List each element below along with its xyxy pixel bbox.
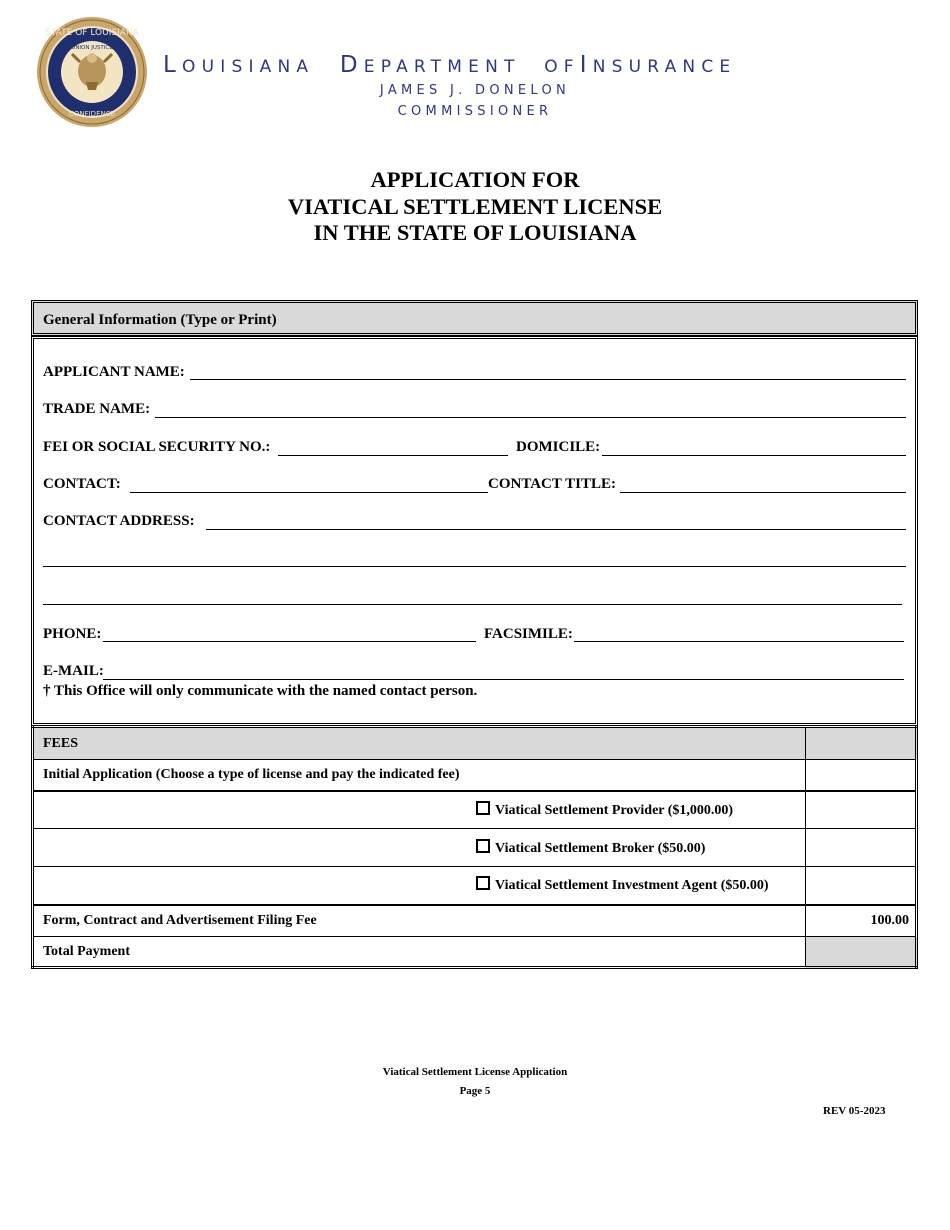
contact-address-line-2[interactable]	[43, 566, 906, 567]
applicant-name-field[interactable]	[190, 379, 906, 380]
facsimile-field[interactable]	[574, 641, 904, 642]
filing-fee-amount: 100.00	[806, 905, 917, 937]
title-line-2: VIATICAL SETTLEMENT LICENSE	[287, 193, 663, 219]
general-info-header: General Information (Type or Print)	[31, 300, 918, 336]
total-payment-amount	[806, 937, 917, 968]
option-broker-label: Viatical Settlement Broker ($50.00)	[495, 840, 706, 856]
contact-address-line-3[interactable]	[43, 604, 902, 605]
checkbox-investment-agent[interactable]	[476, 876, 490, 890]
dept-word-ouisiana: OUISIANA	[182, 57, 315, 77]
license-option-investment-agent[interactable]	[33, 867, 806, 905]
title-line-3: IN THE STATE OF LOUISIANA	[313, 220, 637, 245]
contact-title-label: CONTACT TITLE:	[488, 476, 616, 492]
phone-field[interactable]	[103, 641, 476, 642]
contact-label: CONTACT:	[43, 476, 121, 492]
license-option-row	[33, 791, 917, 829]
commissioner-name: JAMES J. DONELON	[379, 83, 571, 98]
applicant-name-label: APPLICANT NAME:	[43, 364, 185, 380]
domicile-label: DOMICILE:	[516, 439, 601, 455]
provider-amount[interactable]	[806, 791, 917, 829]
checkbox-provider[interactable]	[476, 801, 490, 815]
contact-title-field[interactable]	[620, 492, 906, 493]
fees-header-amount	[806, 727, 917, 760]
dept-word-epartment: EPARTMENT	[363, 57, 521, 77]
footer-doc-name: Viatical Settlement License Application	[382, 1066, 568, 1078]
dept-word-of: OF	[544, 57, 580, 77]
filing-fee-row	[33, 905, 917, 937]
trade-name-label: TRADE NAME:	[43, 401, 151, 417]
fees-table	[31, 725, 918, 969]
license-option-row	[33, 829, 917, 867]
contact-field[interactable]	[130, 492, 488, 493]
department-name	[163, 52, 803, 78]
seal-ring-text: STATE OF LOUISIANA	[45, 28, 139, 38]
commissioner-block	[280, 80, 670, 122]
fees-header-row	[33, 727, 917, 760]
louisiana-state-seal-icon	[36, 16, 148, 128]
footer-revision: REV 05-2023	[823, 1105, 886, 1117]
option-provider-label: Viatical Settlement Provider ($1,000.00)	[495, 802, 734, 818]
title-line-1: APPLICATION FOR	[370, 167, 580, 192]
total-payment-row	[33, 937, 917, 968]
domicile-field[interactable]	[602, 455, 906, 456]
trade-name-field[interactable]	[155, 417, 906, 418]
general-info-section	[31, 336, 918, 726]
fei-ssn-field[interactable]	[278, 455, 508, 456]
license-option-broker[interactable]	[33, 829, 806, 867]
contact-address-label: CONTACT ADDRESS:	[43, 513, 195, 529]
phone-label: PHONE:	[43, 626, 102, 642]
fei-ssn-label: FEI OR SOCIAL SECURITY NO.:	[43, 439, 271, 455]
initial-application-label: Initial Application (Choose a type of license and pay the indicated fee)	[33, 760, 806, 791]
fees-header: FEES	[33, 727, 806, 760]
commissioner-title: COMMISSIONER	[397, 104, 553, 119]
dept-initial-i: I	[579, 52, 593, 78]
initial-application-row	[33, 760, 917, 791]
license-option-row	[33, 867, 917, 905]
contact-address-field[interactable]	[206, 529, 906, 530]
email-field[interactable]	[103, 679, 904, 680]
seal-banner-text: UNION JUSTICE	[71, 45, 113, 51]
broker-amount[interactable]	[806, 829, 917, 867]
facsimile-label: FACSIMILE:	[484, 626, 573, 642]
total-payment-label: Total Payment	[33, 937, 806, 968]
contact-note: † This Office will only communicate with the named contact person.	[43, 683, 478, 699]
seal-bottom-text: CONFIDENCE	[68, 110, 116, 118]
dept-initial-d: D	[339, 52, 364, 78]
initial-application-amount[interactable]	[806, 760, 917, 791]
dept-initial-l: L	[163, 52, 183, 78]
footer-page-number: Page 5	[459, 1085, 491, 1097]
dept-word-nsurance: NSURANCE	[592, 57, 737, 77]
license-option-provider[interactable]	[33, 791, 806, 829]
option-investment-agent-label: Viatical Settlement Investment Agent ($50.00)	[495, 878, 769, 894]
checkbox-broker[interactable]	[476, 839, 490, 853]
filing-fee-label: Form, Contract and Advertisement Filing Fee	[33, 905, 806, 937]
investment-agent-amount[interactable]	[806, 867, 917, 905]
page-title	[0, 167, 950, 247]
email-label: E-MAIL:	[43, 663, 104, 679]
